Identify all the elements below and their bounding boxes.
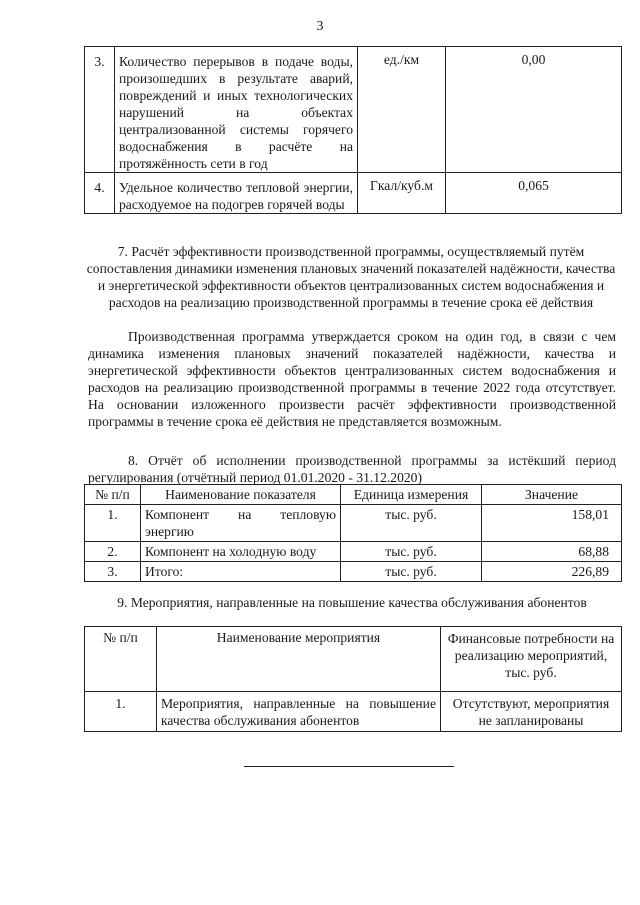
- table-row: [85, 542, 622, 562]
- header-name: Наименование показателя: [141, 485, 341, 505]
- row-number: 3.: [85, 562, 141, 582]
- section-7-heading: 7. Расчёт эффективности производственной программы, осуществляемый путём сопоставления динамики изменения плановых значений показателей надёжности, качества и энергетической эффективности объектов централизованных систем водоснабжения и расходов на реализацию производственной программы в течение срока её действия: [86, 244, 616, 310]
- header-value: Значение: [482, 485, 622, 505]
- row-name: Мероприятия, направленные на повышение качества обслуживания абонентов: [157, 692, 441, 732]
- indicator-name: Количество перерывов в подаче воды, произошедших в результате аварий, повреждений и иных технологических нарушений на объектах централизованной системы горячего водоснабжения в расчёте на протяжённость сети в год: [115, 47, 358, 173]
- page-number: 3: [316, 19, 324, 34]
- header-finance: Финансовые потребности на реализацию мероприятий, тыс. руб.: [441, 627, 622, 692]
- report-table: [84, 484, 622, 582]
- row-value: 68,88: [482, 542, 622, 562]
- row-number: 4.: [85, 173, 115, 214]
- table-row: [85, 173, 622, 214]
- row-unit: тыс. руб.: [341, 562, 482, 582]
- section-9-heading: 9. Мероприятия, направленные на повышение качества обслуживания абонентов: [117, 595, 587, 610]
- row-number: 1.: [85, 692, 157, 732]
- indicator-unit: ед./км: [358, 47, 446, 173]
- header-unit: Единица измерения: [341, 485, 482, 505]
- row-value: 226,89: [482, 562, 622, 582]
- row-name: Компонент на холодную воду: [141, 542, 341, 562]
- row-unit: тыс. руб.: [341, 542, 482, 562]
- indicator-value: 0,065: [446, 173, 622, 214]
- table-row: [85, 692, 622, 732]
- indicator-value: 0,00: [446, 47, 622, 173]
- row-name: Итого:: [141, 562, 341, 582]
- header-name: Наименование мероприятия: [157, 627, 441, 692]
- table-row: [85, 505, 622, 542]
- indicator-unit: Гкал/куб.м: [358, 173, 446, 214]
- table-row: [85, 47, 622, 173]
- indicators-table: [84, 46, 622, 214]
- table-header-row: [85, 485, 622, 505]
- end-rule: [244, 766, 454, 767]
- table-row: [85, 562, 622, 582]
- row-finance: Отсутствуют, мероприятия не запланированы: [441, 692, 622, 732]
- row-number: 1.: [85, 505, 141, 542]
- row-value: 158,01: [482, 505, 622, 542]
- row-unit: тыс. руб.: [341, 505, 482, 542]
- row-name: Компонент на тепловую энергию: [141, 505, 341, 542]
- row-number: 3.: [85, 47, 115, 173]
- measures-table: [84, 626, 622, 732]
- row-number: 2.: [85, 542, 141, 562]
- indicator-name: Удельное количество тепловой энергии, расходуемое на подогрев горячей воды: [115, 173, 358, 214]
- section-7-paragraph: Производственная программа утверждается сроком на один год, в связи с чем динамика изменения плановых значений показателей надёжности, качества и энергетической эффективности объектов централизованных систем водоснабжения и расходов на реализацию производственной программы в течение 2022 года отсутствует. На основании изложенного произвести расчёт эффективности производственной программы в течение срока её действия не представляется возможным.: [88, 329, 616, 429]
- header-num: № п/п: [85, 485, 141, 505]
- header-num: № п/п: [85, 627, 157, 692]
- section-8-heading: 8. Отчёт об исполнении производственной программы за истёкший период регулирования (отчётный период 01.01.2020 - 31.12.2020): [88, 453, 616, 485]
- table-header-row: [85, 627, 622, 692]
